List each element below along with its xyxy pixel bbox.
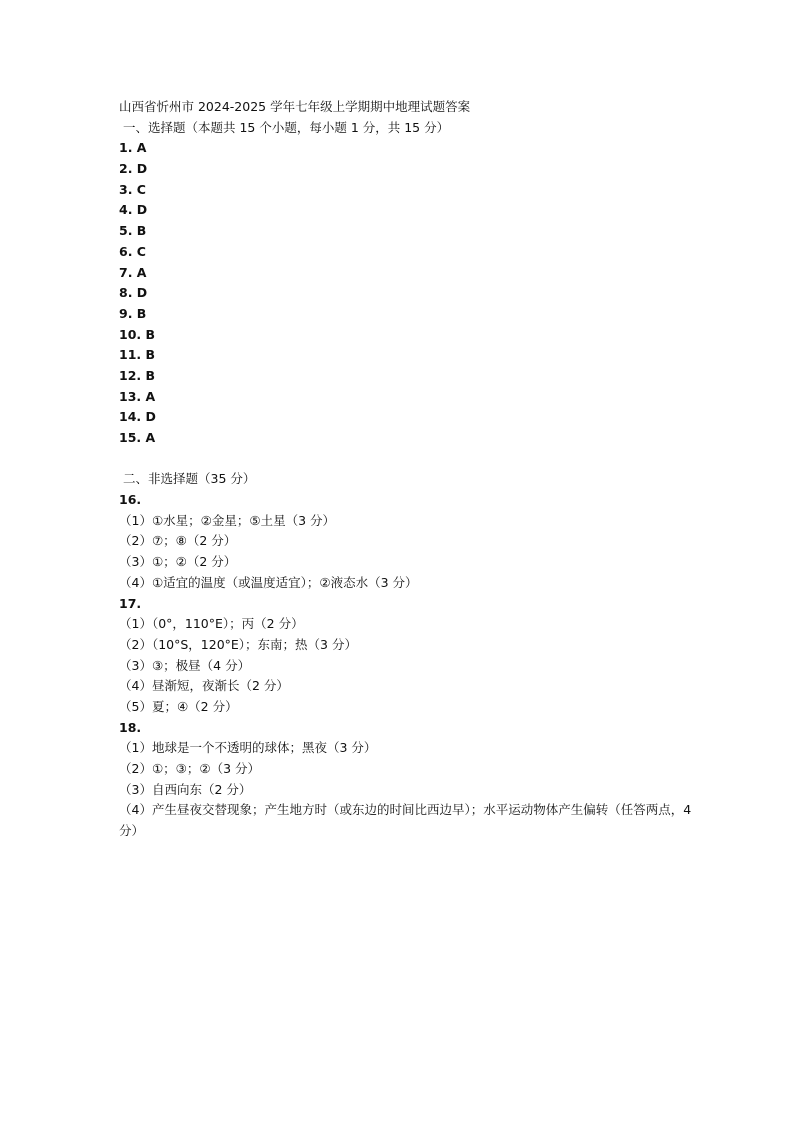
answer-item: 11. B <box>119 347 156 363</box>
answer-item: 5. B <box>119 223 147 239</box>
answer-part: （4）①适宜的温度（或温度适宜）；②液态水（3 分） <box>119 574 418 590</box>
answer-item: 4. D <box>119 202 148 218</box>
section1-answer-list <box>119 138 699 448</box>
answer-item: 9. B <box>119 305 147 321</box>
answer-part: （1）①水星；②金星；⑤土星（3 分） <box>119 512 335 528</box>
answer-item: 10. B <box>119 326 156 342</box>
answer-part: （3）①；②（2 分） <box>119 554 237 570</box>
answer-item: 15. A <box>119 430 156 445</box>
answer-part: （1）（0°，110°E）；丙（2 分） <box>119 616 304 632</box>
question-number: 16. <box>119 492 142 508</box>
answer-part: （2）①；③；②（3 分） <box>119 761 260 776</box>
answer-item: 2. D <box>119 161 148 177</box>
answer-item: 7. A <box>119 264 147 280</box>
answer-part: （5）夏；④（2 分） <box>119 698 238 714</box>
answer-item: 6. C <box>119 243 146 259</box>
section2-heading: 二、非选择题（35 分） <box>123 471 256 487</box>
answer-part: （3）③；极昼（4 分） <box>119 657 251 673</box>
answer-part: （3）自西向东（2 分） <box>119 781 252 797</box>
question-18 <box>119 718 699 842</box>
question-16 <box>119 490 699 593</box>
answer-item: 13. A <box>119 388 156 404</box>
answer-item: 8. D <box>119 285 148 301</box>
answer-part: （4）昼渐短，夜渐长（2 分） <box>119 678 289 694</box>
question-17 <box>119 594 699 718</box>
answer-item: 12. B <box>119 367 156 383</box>
answer-item: 1. A <box>119 140 147 156</box>
question-number: 17. <box>119 595 142 611</box>
answer-item: 14. D <box>119 409 156 425</box>
answer-item: 3. C <box>119 181 146 197</box>
answer-part: （1）地球是一个不透明的球体；黑夜（3 分） <box>119 740 377 756</box>
answer-part: （2）（10°S，120°E）；东南；热（3 分） <box>119 636 357 652</box>
section-spacer <box>119 449 699 470</box>
question-number: 18. <box>119 719 142 735</box>
answer-part: （4）产生昼夜交替现象；产生地方时（或东边的时间比西边早）；水平运动物体产生偏转（任答两点，4 分） <box>119 802 692 839</box>
answer-part: （2）⑦；⑧（2 分） <box>119 533 237 549</box>
section1-heading: 一、选择题（本题共 15 个小题，每小题 1 分，共 15 分） <box>123 119 450 135</box>
document-title: 山西省忻州市 2024-2025 学年七年级上学期期中地理试题答案 <box>119 99 471 114</box>
document-content <box>119 97 699 842</box>
